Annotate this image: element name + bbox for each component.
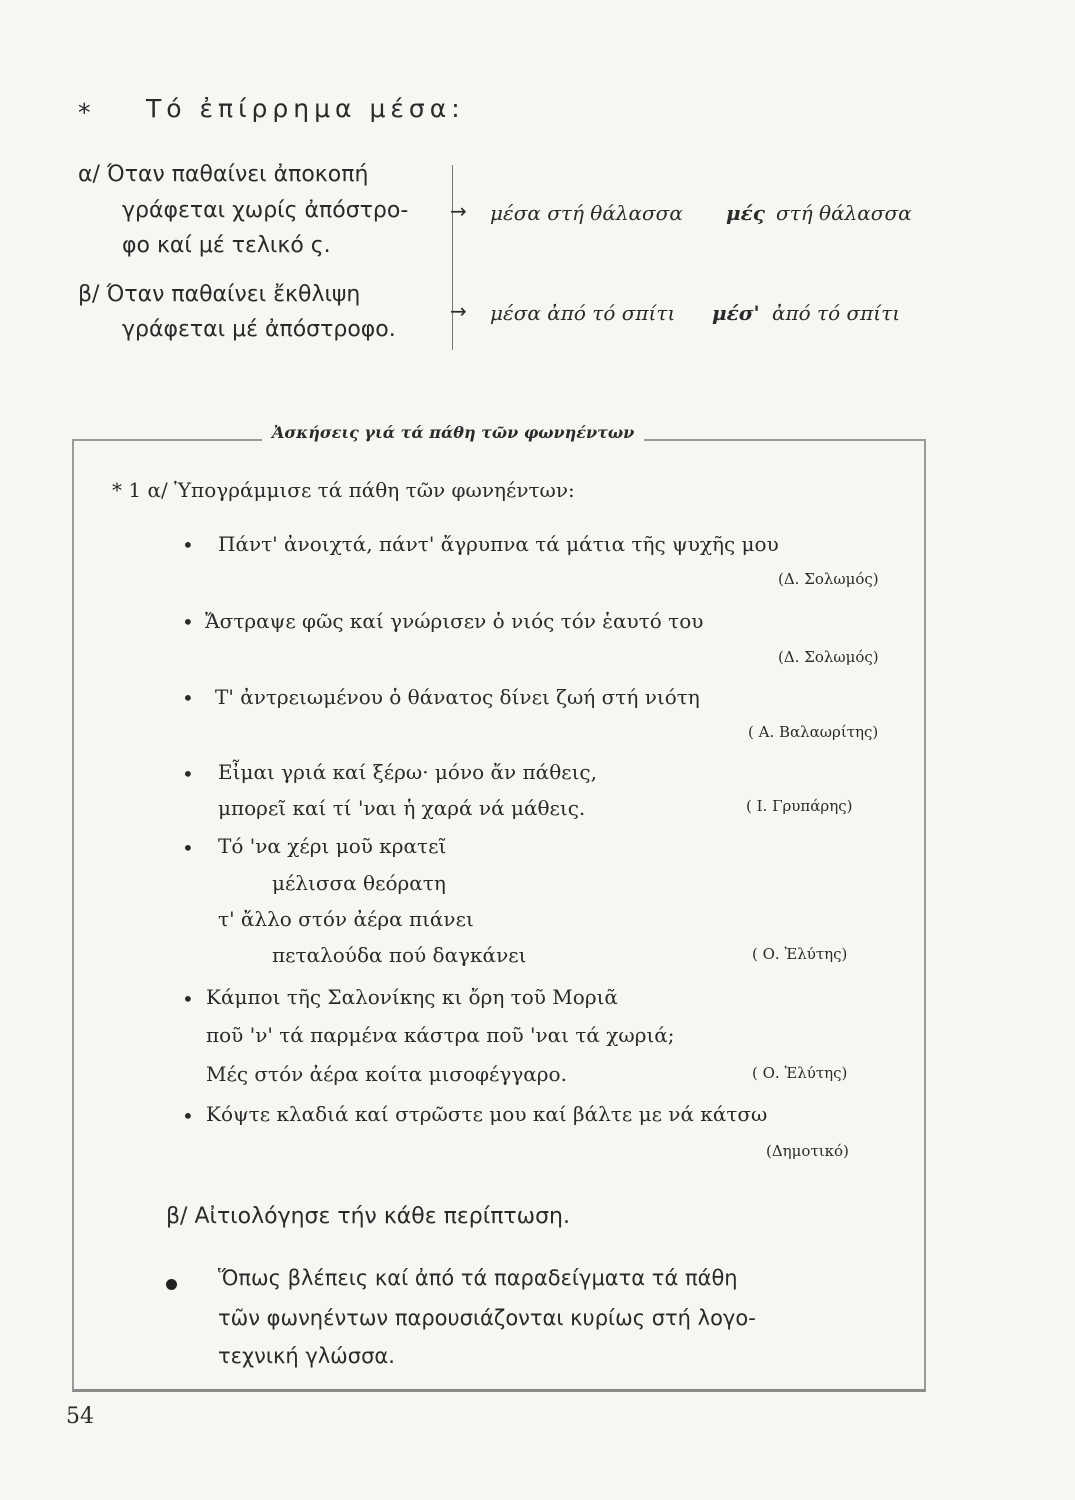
quote-source: ( Ι. Γρυπάρης): [746, 797, 853, 815]
rule-a-line-3: φο καί μέ τελικό ς.: [122, 233, 331, 258]
task-a: * 1 α/ Ὑπογράμμισε τά πάθη τῶν φωνηέντων:: [112, 478, 575, 502]
quote-line: πεταλούδα πού δαγκάνει: [272, 943, 527, 967]
bullet-icon: •: [182, 1104, 194, 1128]
bullet-icon: •: [182, 610, 194, 634]
bullet-icon: •: [182, 686, 194, 710]
quote-line: Πάντ' ἀνοιχτά, πάντ' ἄγρυπνα τά μάτια τῆς ψυχῆς μου: [218, 532, 779, 556]
bullet-icon: •: [182, 533, 194, 557]
rule-b-example: μέσα ἀπό τό σπίτι: [490, 301, 676, 325]
note-line: Ὅπως βλέπεις καί ἀπό τά παραδείγματα τά πάθη: [218, 1266, 738, 1290]
quote-source: (Δημοτικό): [766, 1142, 849, 1160]
page-number: 54: [66, 1404, 94, 1429]
page-title: Τό ἐπίρρημα μέσα:: [146, 94, 465, 123]
quote-line: Κόψτε κλαδιά καί στρῶστε μου καί βάλτε με νά κάτσω: [206, 1102, 768, 1126]
note-line: τῶν φωνηέντων παρουσιάζονται κυρίως στή λογο-: [218, 1306, 756, 1330]
rule-a-line-2: γράφεται χωρίς ἀπόστρο-: [122, 198, 409, 223]
bullet-icon: •: [182, 987, 194, 1011]
rule-b-example-rest: ἀπό τό σπίτι: [772, 301, 901, 325]
rule-a-example: μέσα στή θάλασσα: [490, 201, 683, 225]
quote-line: Κάμποι τῆς Σαλονίκης κι ὄρη τοῦ Μοριᾶ: [206, 985, 618, 1009]
quote-line: ποῦ 'ν' τά παρμένα κάστρα ποῦ 'ναι τά χωριά;: [206, 1023, 675, 1047]
quote-line: Μές στόν ἀέρα κοίτα μισοφέγγαρο.: [206, 1062, 567, 1086]
quote-line: μπορεῖ καί τί 'ναι ἡ χαρά νά μάθεις.: [218, 796, 586, 820]
bullet-icon: •: [182, 836, 194, 860]
arrow-icon: →: [450, 199, 467, 223]
rule-a-example-rest: στή θάλασσα: [776, 201, 912, 225]
note-bullet-icon: [166, 1279, 177, 1290]
quote-source: (Δ. Σολωμός): [778, 648, 879, 666]
quote-source: ( Ο. Ἐλύτης): [752, 1064, 848, 1082]
rule-b-line-1: β/ Όταν παθαίνει ἔκθλιψη: [78, 282, 361, 307]
quote-source: (Δ. Σολωμός): [778, 570, 879, 588]
task-b: β/ Αἰτιολόγησε τήν κάθε περίπτωση.: [166, 1204, 570, 1229]
rule-b-line-2: γράφεται μέ ἀπόστροφο.: [122, 317, 396, 342]
note-line: τεχνική γλώσσα.: [218, 1344, 395, 1368]
quote-line: Ἄστραψε φῶς καί γνώρισεν ὁ νιός τόν ἑαυτό του: [205, 609, 704, 633]
bullet-icon: •: [182, 762, 194, 786]
arrow-icon: →: [450, 299, 467, 323]
quote-line: Τό 'να χέρι μοῦ κρατεῖ: [218, 834, 447, 858]
rule-a-line-1: α/ Όταν παθαίνει ἀποκοπή: [78, 162, 369, 187]
quote-line: μέλισσα θεόρατη: [272, 871, 446, 895]
exercise-box-title: Ἀσκήσεις γιά τά πάθη τῶν φωνηέντων: [262, 423, 644, 442]
rule-a-example-bold: μές: [726, 201, 765, 225]
header-star: *: [78, 98, 96, 127]
quote-line: Εἶμαι γριά καί ξέρω· μόνο ἄν πάθεις,: [218, 760, 597, 784]
quote-line: Τ' ἀντρειωμένου ὁ θάνατος δίνει ζωή στή νιότη: [215, 685, 700, 709]
quote-source: ( Α. Βαλαωρίτης): [748, 723, 879, 741]
quote-line: τ' ἄλλο στόν ἀέρα πιάνει: [218, 907, 474, 931]
rule-b-example-bold: μέσ': [712, 301, 760, 325]
quote-source: ( Ο. Ἐλύτης): [752, 945, 848, 963]
